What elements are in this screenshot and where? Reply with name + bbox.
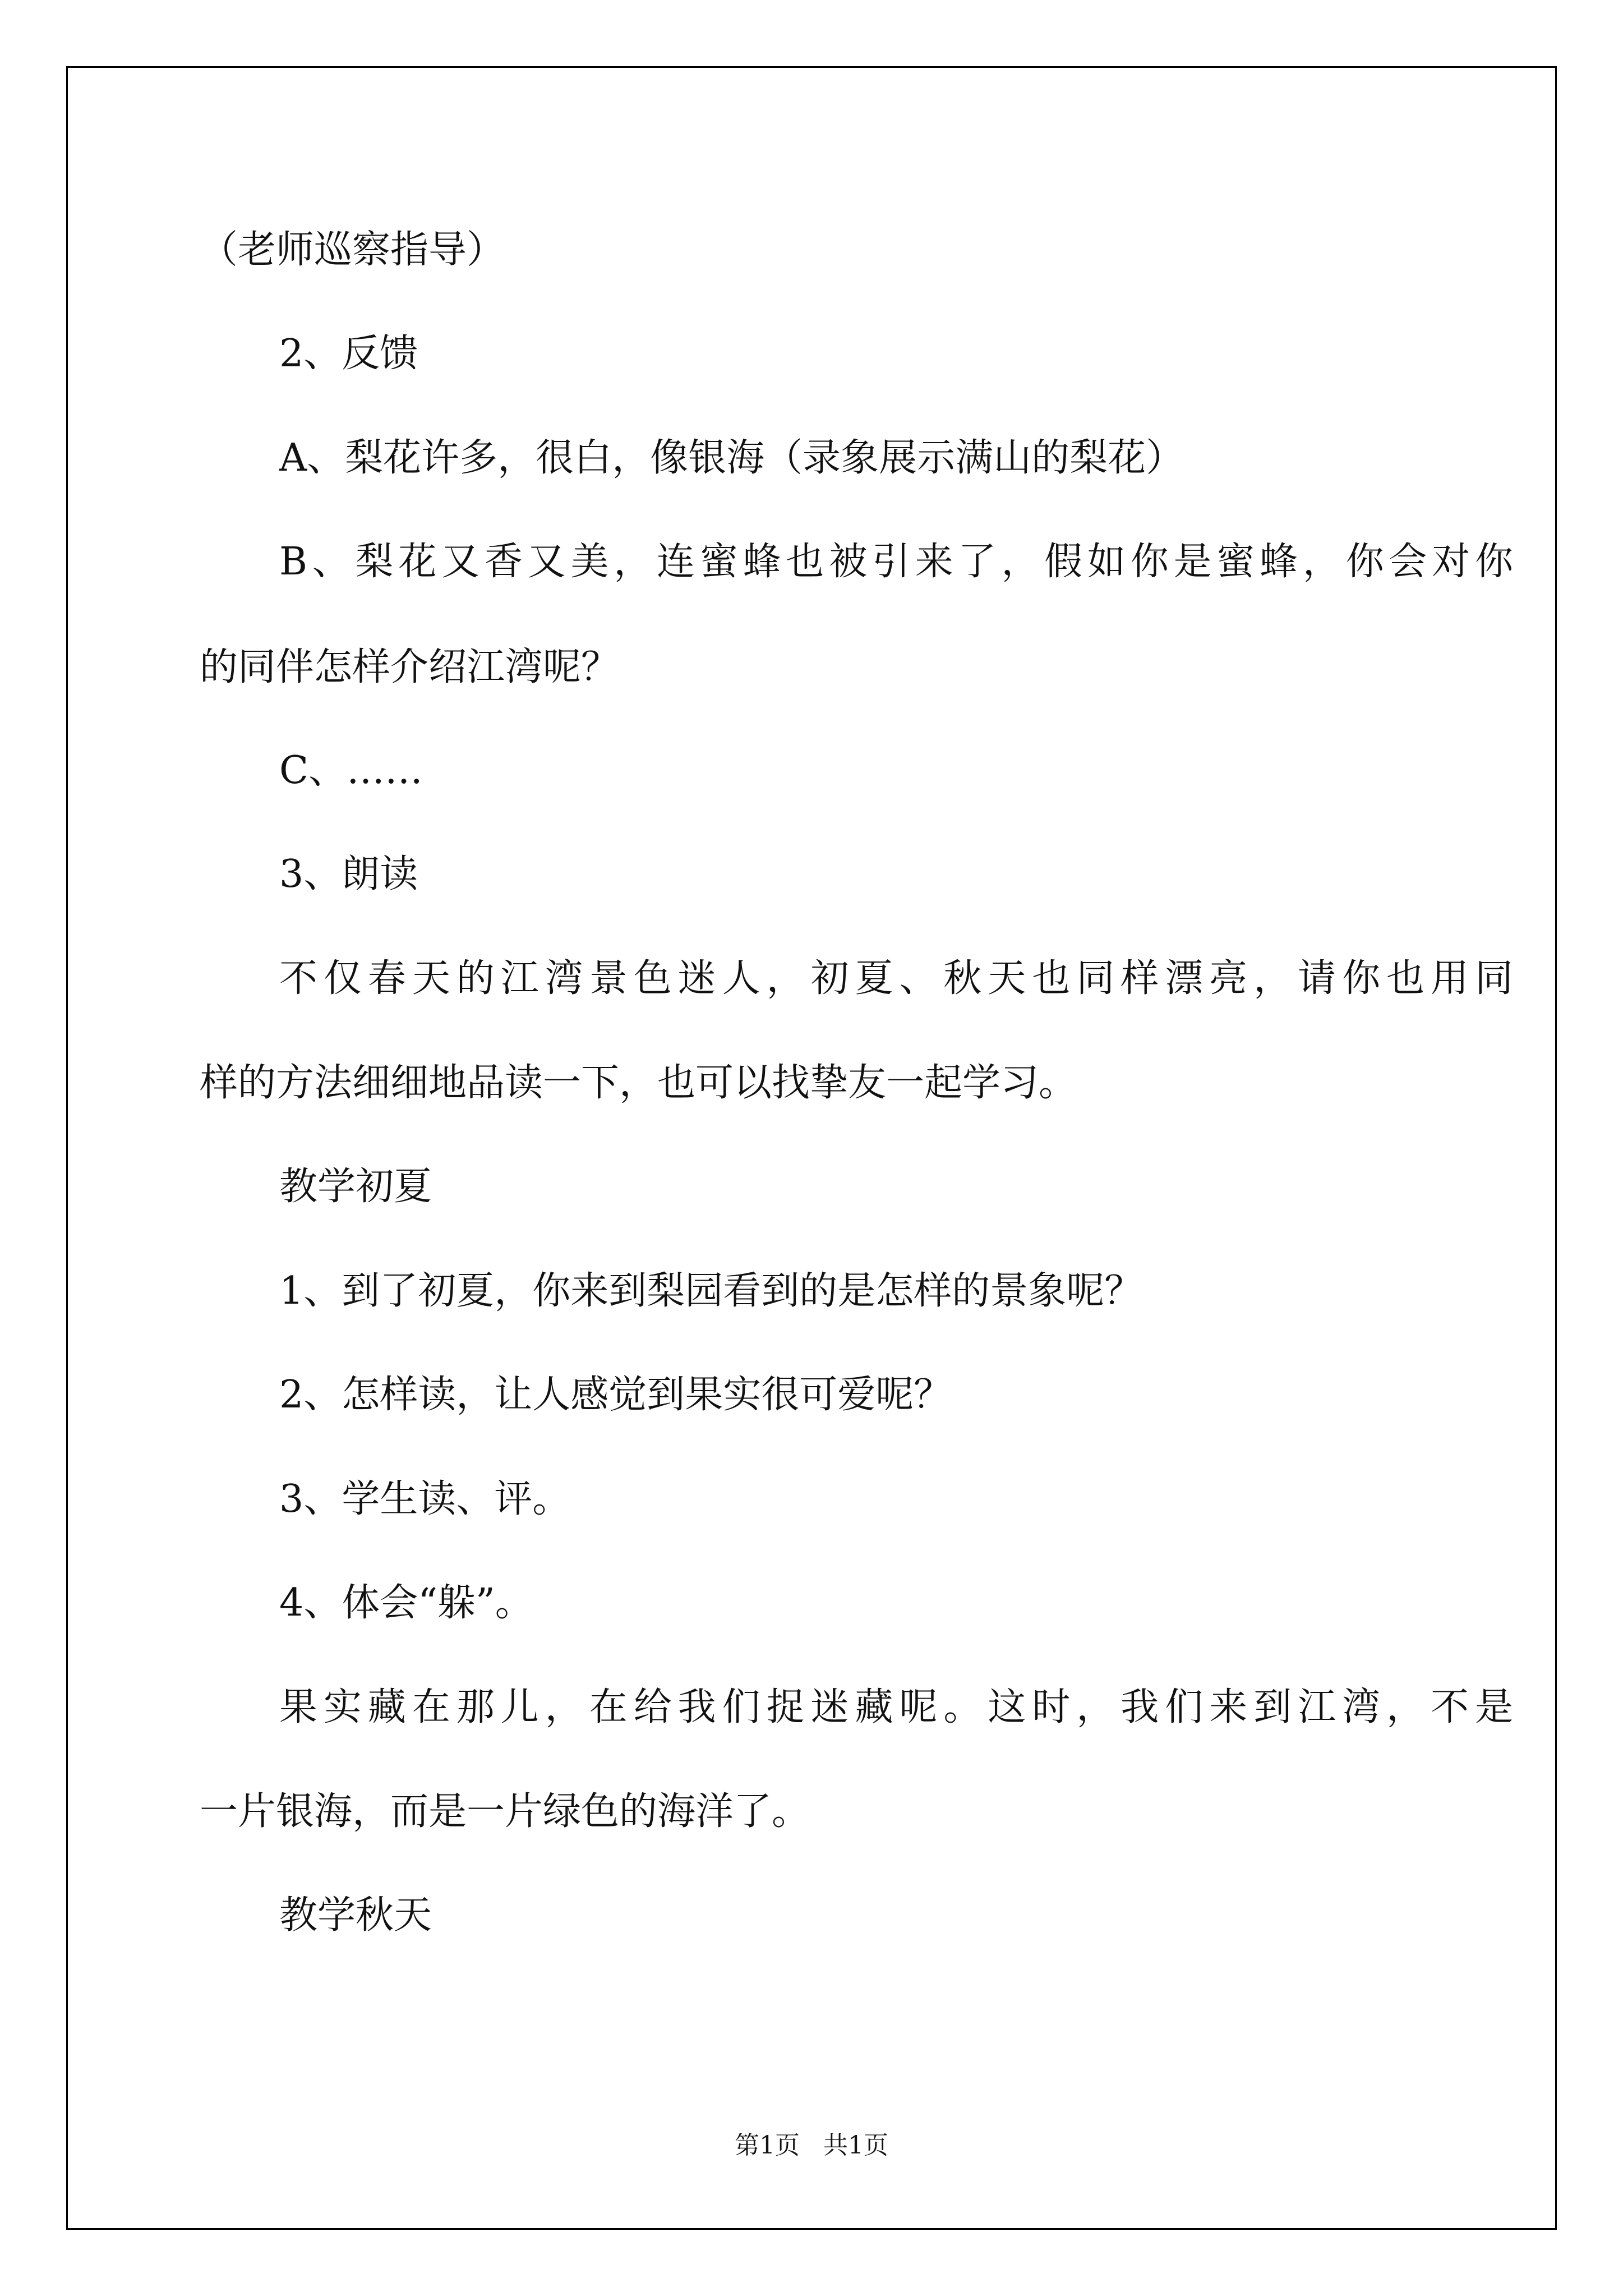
paragraph-item-b-line-2: 的同伴怎样介绍江湾呢？: [200, 645, 620, 689]
paragraph-item-a: A、梨花许多，很白，像银海（录象展示满山的梨花）: [279, 436, 1184, 480]
paragraph-reading-line-2: 样的方法细细地品读一下，也可以找挚友一起学习。: [200, 1061, 1077, 1105]
heading-early-summer: 教学初夏: [279, 1165, 432, 1209]
paragraph-summer-q1: 1、到了初夏，你来到梨园看到的是怎样的景象呢？: [279, 1269, 1143, 1313]
paragraph-summer-q2: 2、怎样读，让人感觉到果实很可爱呢？: [279, 1373, 952, 1417]
paragraph-item-c: C、……: [279, 748, 423, 793]
paragraph-summer-q4: 4、体会“躲”。: [279, 1581, 533, 1625]
paragraph-fruit-line-2: 一片银海，而是一片绿色的海洋了。: [200, 1789, 810, 1834]
paragraph-item-b-line-1: B、梨花又香又美，连蜜蜂也被引来了，假如你是蜜蜂，你会对你: [279, 540, 1513, 584]
heading-feedback: 2、反馈: [279, 332, 418, 376]
heading-autumn: 教学秋天: [279, 1893, 432, 1938]
paragraph-fruit-line-1: 果实藏在那儿，在给我们捉迷藏呢。这时，我们来到江湾，不是: [279, 1685, 1513, 1729]
paragraph-summer-q3: 3、学生读、评。: [279, 1477, 571, 1521]
paragraph-teacher-guidance: （老师巡察指导）: [200, 228, 505, 272]
paragraph-reading-line-1: 不仅春天的江湾景色迷人，初夏、秋天也同样漂亮，请你也用同: [279, 956, 1513, 1001]
page-number-footer: 第1页 共1页: [735, 2131, 888, 2160]
heading-reading-aloud: 3、朗读: [279, 852, 418, 896]
